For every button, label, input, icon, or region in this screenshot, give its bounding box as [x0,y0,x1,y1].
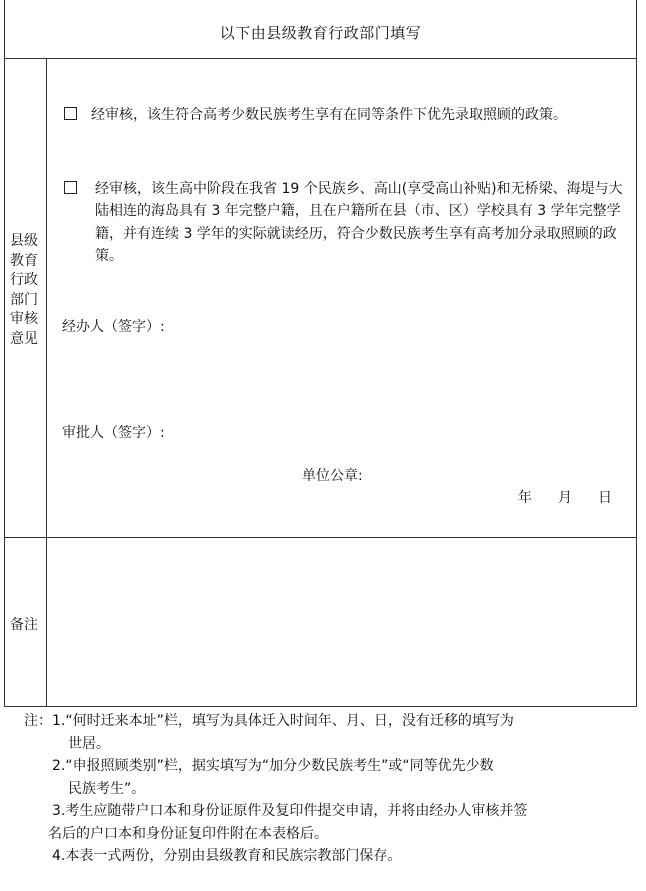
remarks-label: 备注 [10,617,38,633]
note-item-3-line2: 名后的户口本和身份证复印件附在本表格后。 [48,825,328,842]
note-item-1-line1: 1.“何时迁来本址”栏，填写为具体迁入时间年、月、日，没有迁移的填写为 [52,713,514,729]
checkbox-priority-admission[interactable] [64,107,77,120]
note-item-2-line2: 民族考生”。 [68,780,146,797]
review-form-table [4,0,637,707]
note-item-4 [52,845,612,868]
unit-seal-label: 单位公章: [302,468,363,484]
note-item-3 [48,800,612,845]
date-year-label: 年 [518,490,532,506]
table-divider-label-column [46,58,47,707]
table-border-left [4,0,5,707]
note-item-2-line1: 2.“申报照顾类别”栏，据实填写为“加分少数民族考生”或“同等优先少数 [52,758,494,774]
form-section-title: 以下由县级教育行政部门填写 [219,23,422,42]
note-item-3-line1: 3.考生应随带户口本和身份证原件及复印件提交申请，并将由经办人审核并签 [52,803,528,819]
date-month-label: 月 [558,490,572,506]
table-border-bottom [4,706,637,707]
notes-heading: 注： [24,713,52,729]
date-day-label: 日 [598,490,612,506]
policy-option-priority [64,104,567,126]
policy-option-bonus [64,178,634,268]
note-item-4-line1: 4.本表一式两份，分别由县级教育和民族宗教部门保存。 [52,848,402,864]
table-border-right [636,0,637,707]
policy-option-priority-text: 经审核，该生符合高考少数民族考生享有在同等条件下优先录取照顾的政策。 [91,107,567,123]
review-opinion-label: 县级教育行政部门审核意见 [10,233,38,347]
note-item-1-line2: 世居。 [68,735,110,752]
table-divider-header [4,58,637,59]
checkbox-bonus-points[interactable] [64,181,77,194]
policy-option-bonus-text: 经审核，该生高中阶段在我省 19 个民族乡、高山(享受高山补贴)和无桥梁、海堤与大陆相连的海岛具有 3 年完整户籍，且在户籍所在县（市、区）学校具有 3 学年完整学籍，并有连续 3 学年的实际就读经历，符合少数民族考生享有高考加分录取照顾的政策。 [95,181,623,265]
approver-signature-label: 审批人（签字）: [62,425,165,441]
note-item-1 [52,710,612,755]
note-item-2 [52,755,612,800]
handler-signature-label: 经办人（签字）: [62,319,165,335]
table-divider-remarks [4,537,637,538]
date-line [518,487,612,507]
